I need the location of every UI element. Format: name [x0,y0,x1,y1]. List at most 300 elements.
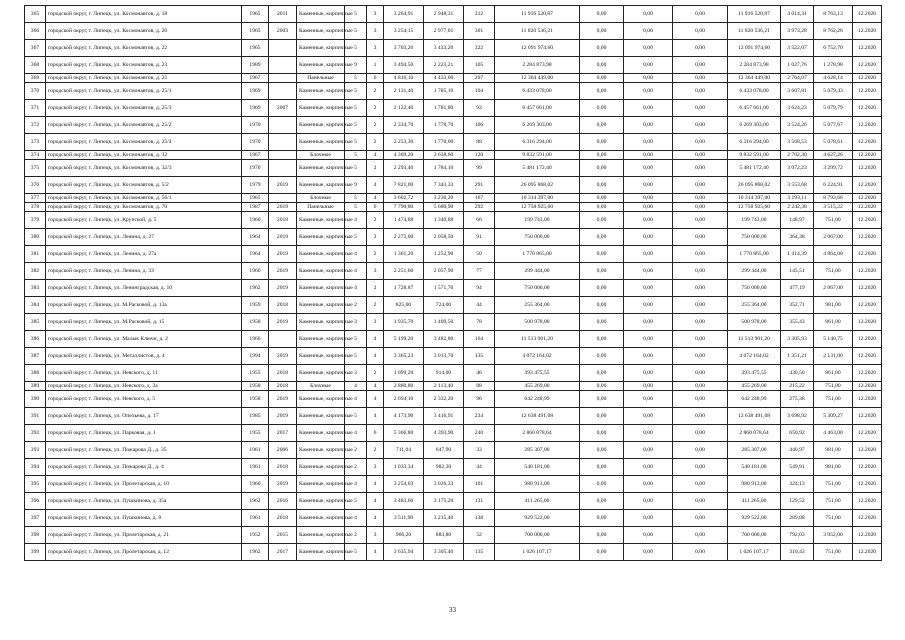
floors-cell: 5 [345,194,367,203]
limit-cost-cell: 8 762,26 [814,23,853,40]
row-number: 372 [25,117,46,134]
residents-cell: 240 [464,425,495,442]
repair-cost-cell: 199 743,00 [495,212,580,229]
table-row [25,314,882,331]
living-area-cell: 724,00 [424,297,464,314]
total-area-cell: 1 728,87 [384,280,424,297]
entrances-cell: 4 [367,544,384,561]
living-area-cell: 3 215,40 [424,510,464,527]
table-row [25,212,882,229]
total-cost-cell: 285 307,00 [728,442,781,459]
wall-material-cell: Каменные, кирпичные [297,527,345,544]
table-row [25,297,882,314]
limit-cost-cell: 6 752,70 [814,40,853,57]
total-area-cell: 966,20 [384,527,424,544]
last-repair-year-cell [269,40,297,57]
fund-cell-1: 0,00 [580,160,624,177]
specific-cost-cell: 3 193,11 [781,194,814,203]
repair-cost-cell: 299 444,00 [495,263,580,280]
floors-cell: 3 [345,314,367,331]
wall-material-cell: Каменные, кирпичные [297,365,345,382]
entrances-cell: 2 [367,83,384,100]
wall-material-cell: Каменные, кирпичные [297,246,345,263]
repair-cost-cell: 1 770 865,00 [495,246,580,263]
residents-cell: 131 [464,493,495,510]
table-row [25,83,882,100]
page-number: 33 [449,606,456,614]
planned-period-cell: 12.2020 [853,194,882,203]
wall-material-cell: Блочные [297,151,345,160]
last-repair-year-cell: 2018 [269,212,297,229]
last-repair-year-cell: 2019 [269,314,297,331]
fund-cell-1: 0,00 [580,331,624,348]
planned-period-cell: 12.2020 [853,425,882,442]
fund-cell-2: 0,00 [624,314,673,331]
repair-cost-cell: 11 916 520,87 [495,6,580,23]
living-area-cell: 2 948,31 [424,6,464,23]
last-repair-year-cell [269,134,297,151]
wall-material-cell: Каменные, кирпичные [297,391,345,408]
total-cost-cell: 929 522,00 [728,510,781,527]
total-area-cell: 2 880,80 [384,382,424,391]
row-number: 389 [25,382,46,391]
planned-period-cell: 12.2020 [853,365,882,382]
floors-cell: 3 [345,365,367,382]
repair-cost-cell: 540 181,00 [495,459,580,476]
floors-cell: 5 [345,229,367,246]
entrances-cell: 4 [367,493,384,510]
last-repair-year-cell: 2019 [269,229,297,246]
entrances-cell: 4 [367,408,384,425]
wall-material-cell: Каменные, кирпичные [297,544,345,561]
entrances-cell: 3 [367,40,384,57]
total-area-cell: 3 511,90 [384,510,424,527]
total-cost-cell: 700 000,00 [728,527,781,544]
fund-cell-3: 0,00 [673,331,728,348]
row-number: 375 [25,160,46,177]
limit-cost-cell: 981,00 [814,442,853,459]
total-cost-cell: 26 095 868,02 [728,177,781,194]
residents-cell: 291 [464,177,495,194]
repair-cost-cell: 980 913,00 [495,476,580,493]
fund-cell-3: 0,00 [673,365,728,382]
total-area-cell: 2 253,30 [384,134,424,151]
address-cell: городской округ, г. Липецк, ул. Невского, д. 3а [46,382,242,391]
entrances-cell: 4 [367,476,384,493]
fund-cell-3: 0,00 [673,100,728,117]
planned-period-cell: 12.2020 [853,23,882,40]
row-number: 398 [25,527,46,544]
repair-cost-cell: 12 091 974,60 [495,40,580,57]
planned-period-cell: 12.2020 [853,100,882,117]
limit-cost-cell: 751,00 [814,263,853,280]
fund-cell-1: 0,00 [580,459,624,476]
living-area-cell: 2 332,20 [424,391,464,408]
residents-cell: 138 [464,510,495,527]
residents-cell: 66 [464,212,495,229]
row-number: 394 [25,459,46,476]
build-year-cell: 1958 [242,314,269,331]
floors-cell: 5 [345,83,367,100]
row-number: 396 [25,493,46,510]
row-number: 391 [25,408,46,425]
fund-cell-3: 0,00 [673,476,728,493]
build-year-cell: 1985 [242,408,269,425]
repair-cost-cell: 2 284 873,98 [495,57,580,74]
fund-cell-1: 0,00 [580,263,624,280]
limit-cost-cell: 8 763,13 [814,6,853,23]
entrances-cell: 2 [367,100,384,117]
address-cell: городской округ, г. Липецк, ул. Космонавтов, д. 5/2 [46,177,242,194]
limit-cost-cell: 3 299,72 [814,160,853,177]
fund-cell-3: 0,00 [673,177,728,194]
total-area-cell: 2 131,40 [384,83,424,100]
planned-period-cell: 12.2020 [853,263,882,280]
limit-cost-cell: 751,00 [814,544,853,561]
fund-cell-2: 0,00 [624,348,673,365]
total-cost-cell: 12 758 925,60 [728,203,781,212]
specific-cost-cell: 364,38 [781,229,814,246]
wall-material-cell: Каменные, кирпичные [297,229,345,246]
residents-cell: 46 [464,365,495,382]
specific-cost-cell: 3 522,07 [781,40,814,57]
limit-cost-cell: 751,00 [814,493,853,510]
specific-cost-cell: 1 351,21 [781,348,814,365]
address-cell: городской округ, г. Липецк, ул. Космонавтов, д. 32 [46,151,242,160]
floors-cell: 2 [345,527,367,544]
residents-cell: 292 [464,203,495,212]
residents-cell: 44 [464,297,495,314]
address-cell: городской округ, г. Липецк, ул. Космонавтов, д. 25/2 [46,117,242,134]
specific-cost-cell: 3 624,23 [781,100,814,117]
fund-cell-2: 0,00 [624,425,673,442]
specific-cost-cell: 1 414,39 [781,246,814,263]
total-area-cell: 4 816,10 [384,74,424,83]
wall-material-cell: Блочные [297,194,345,203]
fund-cell-3: 0,00 [673,382,728,391]
residents-cell: 167 [464,194,495,203]
fund-cell-1: 0,00 [580,425,624,442]
wall-material-cell: Каменные, кирпичные [297,117,345,134]
address-cell: городской округ, г. Липецк, ул. Космонавтов, д. 32/3 [46,160,242,177]
fund-cell-1: 0,00 [580,314,624,331]
repair-cost-cell: 6 269 303,00 [495,117,580,134]
fund-cell-3: 0,00 [673,493,728,510]
total-cost-cell: 6 433 078,00 [728,83,781,100]
entrances-cell: 2 [367,160,384,177]
fund-cell-2: 0,00 [624,476,673,493]
specific-cost-cell: 310,43 [781,544,814,561]
wall-material-cell: Каменные, кирпичные [297,83,345,100]
entrances-cell: 3 [367,6,384,23]
fund-cell-2: 0,00 [624,527,673,544]
fund-cell-2: 0,00 [624,160,673,177]
last-repair-year-cell [269,83,297,100]
residents-cell: 120 [464,151,495,160]
build-year-cell: 1961 [242,510,269,527]
fund-cell-1: 0,00 [580,212,624,229]
fund-cell-2: 0,00 [624,151,673,160]
fund-cell-1: 0,00 [580,527,624,544]
build-year-cell: 1958 [242,391,269,408]
fund-cell-1: 0,00 [580,493,624,510]
row-number: 379 [25,212,46,229]
specific-cost-cell: 352,71 [781,297,814,314]
total-area-cell: 3 602,72 [384,194,424,203]
last-repair-year-cell: 2019 [269,177,297,194]
total-area-cell: 4 369,20 [384,151,424,160]
wall-material-cell: Блочные [297,382,345,391]
last-repair-year-cell: 2018 [269,365,297,382]
residents-cell: 207 [464,74,495,83]
fund-cell-1: 0,00 [580,391,624,408]
table-row [25,6,882,23]
limit-cost-cell: 5 309,27 [814,408,853,425]
total-cost-cell: 4 072 164,02 [728,348,781,365]
total-cost-cell: 6 316 294,00 [728,134,781,151]
living-area-cell: 1 784,10 [424,160,464,177]
fund-cell-3: 0,00 [673,314,728,331]
limit-cost-cell: 3 052,00 [814,527,853,544]
fund-cell-1: 0,00 [580,280,624,297]
entrances-cell: 3 [367,459,384,476]
row-number: 390 [25,391,46,408]
total-area-cell: 3 254,15 [384,23,424,40]
floors-cell: 4 [345,280,367,297]
build-year-cell: 1970 [242,134,269,151]
planned-period-cell: 12.2020 [853,203,882,212]
fund-cell-3: 0,00 [673,212,728,229]
total-area-cell: 1 361,20 [384,246,424,263]
last-repair-year-cell: 2015 [269,527,297,544]
specific-cost-cell: 2 242,38 [781,203,814,212]
address-cell: городской округ, г. Липецк, ул. Пролетарская, д. 21 [46,527,242,544]
table-row [25,117,882,134]
row-number: 373 [25,134,46,151]
residents-cell: 135 [464,544,495,561]
residents-cell: 93 [464,100,495,117]
fund-cell-2: 0,00 [624,544,673,561]
fund-cell-3: 0,00 [673,544,728,561]
planned-period-cell: 12.2020 [853,212,882,229]
total-area-cell: 1 935,70 [384,314,424,331]
fund-cell-2: 0,00 [624,263,673,280]
repair-cost-cell: 2 860 078,64 [495,425,580,442]
last-repair-year-cell: 2017 [269,544,297,561]
last-repair-year-cell [269,117,297,134]
entrances-cell: 3 [367,263,384,280]
living-area-cell: 1 781,80 [424,100,464,117]
address-cell: городской округ, г. Липецк, ул. Опельева, д. 17 [46,408,242,425]
limit-cost-cell: 981,00 [814,459,853,476]
specific-cost-cell: 477,19 [781,280,814,297]
repair-cost-cell: 12 638 491,08 [495,408,580,425]
fund-cell-3: 0,00 [673,297,728,314]
limit-cost-cell: 5 140,75 [814,331,853,348]
last-repair-year-cell [269,151,297,160]
total-area-cell: 4 173,90 [384,408,424,425]
floors-cell: 5 [345,203,367,212]
build-year-cell: 1962 [242,280,269,297]
living-area-cell: 3 230,20 [424,194,464,203]
build-year-cell: 1962 [242,493,269,510]
fund-cell-3: 0,00 [673,74,728,83]
last-repair-year-cell: 2017 [269,425,297,442]
entrances-cell: 6 [367,203,384,212]
living-area-cell: 2 223,21 [424,57,464,74]
limit-cost-cell: 751,00 [814,476,853,493]
total-cost-cell: 455 269,00 [728,382,781,391]
residents-cell: 50 [464,246,495,263]
entrances-cell: 2 [367,442,384,459]
limit-cost-cell: 8 793,66 [814,194,853,203]
fund-cell-1: 0,00 [580,510,624,527]
fund-cell-1: 0,00 [580,544,624,561]
living-area-cell: 883,80 [424,527,464,544]
living-area-cell: 3 026,33 [424,476,464,493]
floors-cell: 4 [345,425,367,442]
total-cost-cell: 299 444,00 [728,263,781,280]
living-area-cell: 1 409,50 [424,314,464,331]
total-cost-cell: 9 832 591,00 [728,151,781,160]
build-year-cell: 1965 [242,194,269,203]
register-sheet [24,5,881,561]
row-number: 380 [25,229,46,246]
last-repair-year-cell: 2003 [269,23,297,40]
fund-cell-3: 0,00 [673,348,728,365]
table-row [25,263,882,280]
fund-cell-3: 0,00 [673,459,728,476]
wall-material-cell: Каменные, кирпичные [297,442,345,459]
repair-cost-cell: 255 364,00 [495,297,580,314]
fund-cell-1: 0,00 [580,408,624,425]
fund-cell-2: 0,00 [624,100,673,117]
total-cost-cell: 11 916 520,87 [728,6,781,23]
living-area-cell: 914,00 [424,365,464,382]
build-year-cell: 1979 [242,177,269,194]
table-row [25,151,882,160]
row-number: 386 [25,331,46,348]
repair-cost-cell: 11 513 901,20 [495,331,580,348]
wall-material-cell: Каменные, кирпичные [297,510,345,527]
fund-cell-2: 0,00 [624,229,673,246]
repair-cost-cell: 1 026 107,17 [495,544,580,561]
living-area-cell: 1 252,90 [424,246,464,263]
fund-cell-3: 0,00 [673,246,728,263]
planned-period-cell: 12.2020 [853,40,882,57]
row-number: 374 [25,151,46,160]
wall-material-cell: Каменные, кирпичные [297,459,345,476]
address-cell: городской округ, г. Липецк, ул. Пожарова Д., д. 35 [46,442,242,459]
limit-cost-cell: 5 077,67 [814,117,853,134]
planned-period-cell: 12.2020 [853,57,882,74]
limit-cost-cell: 861,00 [814,365,853,382]
fund-cell-1: 0,00 [580,57,624,74]
table-row [25,134,882,151]
planned-period-cell: 12.2020 [853,297,882,314]
fund-cell-3: 0,00 [673,442,728,459]
table-row [25,391,882,408]
specific-cost-cell: 148,97 [781,212,814,229]
table-row [25,331,882,348]
last-repair-year-cell: 2018 [269,382,297,391]
entrances-cell: 2 [367,280,384,297]
specific-cost-cell: 650,92 [781,425,814,442]
fund-cell-3: 0,00 [673,83,728,100]
floors-cell: 2 [345,297,367,314]
planned-period-cell: 12.2020 [853,117,882,134]
planned-period-cell: 12.2020 [853,83,882,100]
last-repair-year-cell: 2019 [269,203,297,212]
planned-period-cell: 12.2020 [853,229,882,246]
build-year-cell: 1994 [242,348,269,365]
fund-cell-3: 0,00 [673,134,728,151]
build-year-cell: 1970 [242,117,269,134]
entrances-cell: 4 [367,510,384,527]
entrances-cell: 4 [367,382,384,391]
table-row [25,57,882,74]
total-area-cell: 7 821,00 [384,177,424,194]
repair-cost-cell: 12 364 449,00 [495,74,580,83]
wall-material-cell: Каменные, кирпичные [297,212,345,229]
row-number: 368 [25,57,46,74]
fund-cell-1: 0,00 [580,365,624,382]
fund-cell-1: 0,00 [580,177,624,194]
limit-cost-cell: 751,00 [814,391,853,408]
total-area-cell: 2 694,10 [384,391,424,408]
specific-cost-cell: 215,22 [781,382,814,391]
address-cell: городской округ, г. Липецк, ул. Невского, д. 5 [46,391,242,408]
last-repair-year-cell: 2019 [269,348,297,365]
address-cell: городской округ, г. Липецк, ул. Космонавтов, д. 18 [46,6,242,23]
fund-cell-3: 0,00 [673,229,728,246]
living-area-cell: 2 057,90 [424,263,464,280]
repair-cost-cell: 26 095 868,02 [495,177,580,194]
row-number: 384 [25,297,46,314]
floors-cell: 4 [345,476,367,493]
specific-cost-cell: 3 524,26 [781,117,814,134]
repair-cost-cell: 750 000,00 [495,280,580,297]
specific-cost-cell: 792,03 [781,527,814,544]
fund-cell-1: 0,00 [580,203,624,212]
living-area-cell: 3 013,70 [424,348,464,365]
fund-cell-3: 0,00 [673,151,728,160]
address-cell: городской округ, г. Липецк, ул. Ленина, д. 33 [46,263,242,280]
entrances-cell: 3 [367,229,384,246]
residents-cell: 44 [464,459,495,476]
row-number: 378 [25,203,46,212]
floors-cell: 5 [345,151,367,160]
repair-cost-cell: 11 820 536,21 [495,23,580,40]
planned-period-cell: 12.2020 [853,459,882,476]
fund-cell-3: 0,00 [673,527,728,544]
build-year-cell: 1969 [242,100,269,117]
last-repair-year-cell: 2019 [269,476,297,493]
repair-cost-cell: 455 269,00 [495,382,580,391]
total-area-cell: 7 790,80 [384,203,424,212]
build-year-cell: 1962 [242,544,269,561]
repair-cost-cell: 6 457 661,00 [495,100,580,117]
table-row [25,348,882,365]
living-area-cell: 2 113,40 [424,382,464,391]
limit-cost-cell: 2 067,00 [814,229,853,246]
total-area-cell: 1 474,88 [384,212,424,229]
planned-period-cell: 12.2020 [853,6,882,23]
last-repair-year-cell: 2016 [269,493,297,510]
total-cost-cell: 12 638 491,08 [728,408,781,425]
fund-cell-1: 0,00 [580,382,624,391]
limit-cost-cell: 1 278,98 [814,57,853,74]
